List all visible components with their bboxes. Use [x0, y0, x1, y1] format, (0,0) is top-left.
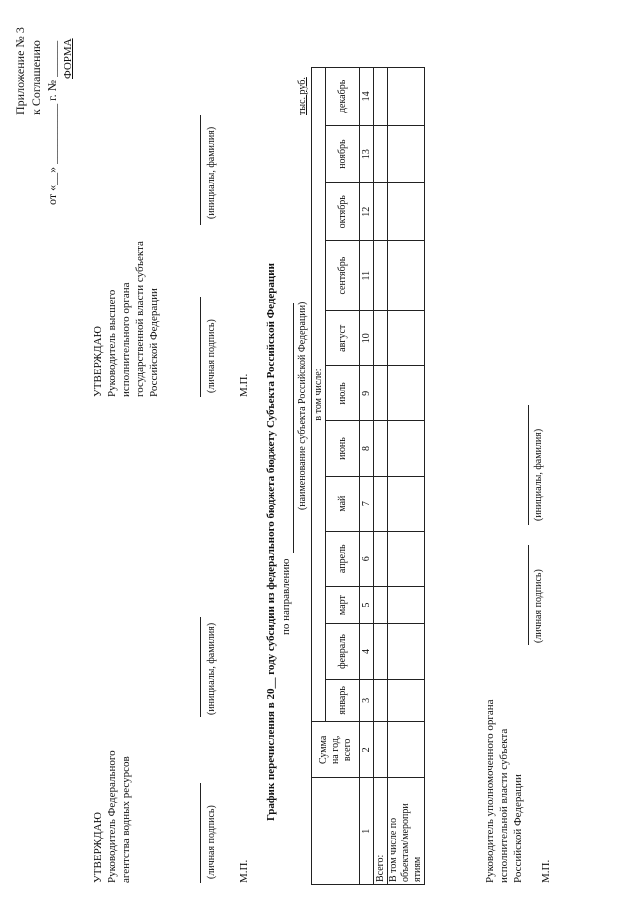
schedule-direction-line [293, 303, 294, 553]
column-number: 9 [360, 366, 374, 421]
approval-right-name-line [200, 115, 201, 225]
footer-position-1: Руководитель уполномоченного органа [484, 699, 496, 883]
table-cell [388, 241, 425, 311]
footer-name-caption: (инициалы, фамилия) [533, 428, 544, 521]
column-number: 6 [360, 531, 374, 586]
row-label-objects-line-2: объектам/меропри [400, 803, 411, 882]
row-label-objects-line-1: В том числе по [388, 817, 399, 882]
approval-right-stamp: М.П. [238, 373, 250, 397]
table-cell [374, 531, 388, 586]
agreement-date-line: от «__» __________ г. № ______ [45, 40, 59, 205]
table-cell [388, 679, 425, 722]
approval-right-position-2: исполнительного органа [120, 282, 132, 397]
month-header: ноябрь [326, 125, 360, 183]
sum-header-line-3: всего [341, 738, 353, 762]
table-cell [388, 366, 425, 421]
table-cell [388, 722, 425, 778]
approval-left-position-2: агентства водных ресурсов [120, 756, 132, 883]
table-column-numbers-row [360, 68, 374, 885]
table-cell [374, 183, 388, 241]
month-header: июнь [326, 421, 360, 476]
column-number: 2 [360, 722, 374, 778]
month-header: июль [326, 366, 360, 421]
approval-right-signature-caption: (личная подпись) [206, 319, 217, 393]
table-cell [388, 476, 425, 531]
approval-left-position-1: Руководитель Федерального [106, 750, 118, 883]
month-header: октябрь [326, 183, 360, 241]
footer-position-2: исполнительной власти субъекта [498, 728, 510, 883]
table-header-sum [312, 722, 360, 778]
table-cell [374, 624, 388, 679]
approval-left-signature-line [200, 783, 201, 883]
row-label-objects-line-3: ятиям [412, 856, 423, 882]
approval-right-title: УТВЕРЖДАЮ [92, 326, 104, 397]
month-header: январь [326, 679, 360, 722]
table-cell [388, 531, 425, 586]
appendix-number: Приложение № 3 [13, 27, 27, 115]
approval-right-position-4: Российской Федерации [148, 288, 160, 397]
table-cell [374, 476, 388, 531]
approval-left-name-line [200, 617, 201, 717]
table-cell [374, 421, 388, 476]
column-number: 7 [360, 476, 374, 531]
approval-right-signature-line [200, 297, 201, 397]
column-number: 12 [360, 183, 374, 241]
table-header-including: в том числе: [312, 68, 326, 722]
table-cell [374, 241, 388, 311]
column-number: 8 [360, 421, 374, 476]
table-cell [374, 125, 388, 183]
column-number: 3 [360, 679, 374, 722]
approval-right-name-caption: (инициалы, фамилия) [206, 126, 217, 219]
footer-stamp: М.П. [540, 859, 552, 883]
unit-label: тыс. руб. [297, 77, 308, 115]
table-cell [374, 722, 388, 778]
table-cell [374, 586, 388, 624]
subsidy-schedule-table [311, 67, 425, 885]
row-label-objects [388, 778, 425, 885]
column-number: 11 [360, 241, 374, 311]
subject-name-caption: (наименование субъекта Российской Федерации) [297, 301, 308, 510]
table-cell [374, 366, 388, 421]
column-number: 1 [360, 778, 374, 885]
schedule-direction-label: по направлению [280, 558, 292, 635]
month-header: декабрь [326, 68, 360, 126]
approval-left-name-caption: (инициалы, фамилия) [206, 622, 217, 715]
approval-left-stamp: М.П. [238, 859, 250, 883]
column-number: 10 [360, 311, 374, 366]
schedule-title: График перечисления в 20__ году субсидии из федерального бюджета бюджету Субъекта Российской Федерации [265, 263, 277, 821]
footer-position-3: Российской Федерации [512, 774, 524, 883]
table-cell [388, 421, 425, 476]
form-label: ФОРМА [62, 38, 74, 79]
sum-header-line-2: на год, [329, 735, 341, 765]
table-cell [388, 311, 425, 366]
footer-signature-caption: (личная подпись) [533, 569, 544, 643]
sum-header-line-1: Сумма [317, 735, 329, 764]
table-cell [388, 183, 425, 241]
month-header: апрель [326, 531, 360, 586]
table-cell [374, 679, 388, 722]
column-number: 13 [360, 125, 374, 183]
table-cell [388, 125, 425, 183]
table-cell [388, 624, 425, 679]
month-header: февраль [326, 624, 360, 679]
table-row-total [374, 68, 388, 885]
table-cell [374, 311, 388, 366]
table-cell [374, 68, 388, 126]
month-header: март [326, 586, 360, 624]
column-number: 5 [360, 586, 374, 624]
approval-right-position-3: государственной власти субъекта [134, 241, 146, 397]
table-header-blank [312, 778, 360, 885]
approval-left-title: УТВЕРЖДАЮ [92, 812, 104, 883]
month-header: май [326, 476, 360, 531]
month-header: август [326, 311, 360, 366]
column-number: 14 [360, 68, 374, 126]
column-number: 4 [360, 624, 374, 679]
footer-signature-line [528, 545, 529, 645]
table-cell [388, 68, 425, 126]
approval-left-signature-caption: (личная подпись) [206, 805, 217, 879]
month-header: сентябрь [326, 241, 360, 311]
table-row-objects [388, 68, 425, 885]
agreement-reference: к Соглашению [29, 40, 43, 115]
table-cell [388, 586, 425, 624]
approval-right-position-1: Руководитель высшего [106, 289, 118, 397]
row-label-total: Всего: [374, 778, 388, 885]
footer-name-line [528, 405, 529, 525]
table-header-row-1 [312, 68, 326, 885]
